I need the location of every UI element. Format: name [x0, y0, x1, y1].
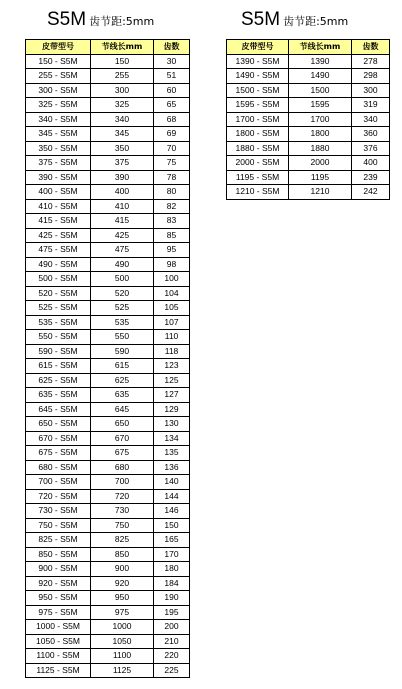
- table-row: [26, 272, 190, 287]
- table-row: [26, 518, 190, 533]
- cell-model: 520 - S5M: [26, 286, 91, 301]
- table-row: [26, 417, 190, 432]
- header-teeth: 齿数: [352, 40, 390, 55]
- header-row: [26, 40, 190, 55]
- cell-length: 1800: [289, 127, 352, 142]
- cell-length: 350: [91, 141, 154, 156]
- table-row: [26, 141, 190, 156]
- cell-length: 1050: [91, 634, 154, 649]
- cell-teeth: 95: [154, 243, 190, 258]
- cell-teeth: 150: [154, 518, 190, 533]
- cell-model: 590 - S5M: [26, 344, 91, 359]
- table-row: [26, 649, 190, 664]
- cell-model: 255 - S5M: [26, 69, 91, 84]
- cell-model: 1500 - S5M: [227, 83, 289, 98]
- cell-length: 590: [91, 344, 154, 359]
- cell-model: 680 - S5M: [26, 460, 91, 475]
- cell-teeth: 123: [154, 359, 190, 374]
- header-teeth: 齿数: [154, 40, 190, 55]
- table-row: [26, 127, 190, 142]
- cell-teeth: 30: [154, 54, 190, 69]
- table-row: [26, 83, 190, 98]
- cell-length: 325: [91, 98, 154, 113]
- table-row: [26, 301, 190, 316]
- cell-length: 680: [91, 460, 154, 475]
- cell-length: 520: [91, 286, 154, 301]
- cell-length: 700: [91, 475, 154, 490]
- cell-model: 850 - S5M: [26, 547, 91, 562]
- cell-model: 410 - S5M: [26, 199, 91, 214]
- cell-teeth: 144: [154, 489, 190, 504]
- table-row: [26, 634, 190, 649]
- cell-length: 1100: [91, 649, 154, 664]
- cell-model: 550 - S5M: [26, 330, 91, 345]
- cell-length: 345: [91, 127, 154, 142]
- table-row: [26, 591, 190, 606]
- table-row: [227, 69, 390, 84]
- cell-length: 2000: [289, 156, 352, 171]
- cell-model: 635 - S5M: [26, 388, 91, 403]
- cell-teeth: 134: [154, 431, 190, 446]
- table-row: [227, 156, 390, 171]
- cell-model: 900 - S5M: [26, 562, 91, 577]
- cell-model: 415 - S5M: [26, 214, 91, 229]
- cell-model: 400 - S5M: [26, 185, 91, 200]
- cell-model: 950 - S5M: [26, 591, 91, 606]
- table-row: [26, 315, 190, 330]
- cell-teeth: 195: [154, 605, 190, 620]
- cell-teeth: 98: [154, 257, 190, 272]
- cell-teeth: 360: [352, 127, 390, 142]
- cell-teeth: 82: [154, 199, 190, 214]
- cell-model: 300 - S5M: [26, 83, 91, 98]
- cell-length: 625: [91, 373, 154, 388]
- cell-model: 1210 - S5M: [227, 185, 289, 200]
- cell-length: 1210: [289, 185, 352, 200]
- cell-teeth: 210: [154, 634, 190, 649]
- cell-model: 425 - S5M: [26, 228, 91, 243]
- cell-length: 525: [91, 301, 154, 316]
- table-row: [227, 98, 390, 113]
- cell-teeth: 65: [154, 98, 190, 113]
- table-row: [26, 475, 190, 490]
- cell-teeth: 75: [154, 156, 190, 171]
- cell-model: 975 - S5M: [26, 605, 91, 620]
- table-row: [26, 388, 190, 403]
- cell-length: 1880: [289, 141, 352, 156]
- table-row: [227, 83, 390, 98]
- cell-model: 920 - S5M: [26, 576, 91, 591]
- header-row: [227, 40, 390, 55]
- cell-length: 550: [91, 330, 154, 345]
- table-row: [26, 185, 190, 200]
- cell-model: 625 - S5M: [26, 373, 91, 388]
- cell-teeth: 136: [154, 460, 190, 475]
- cell-length: 1700: [289, 112, 352, 127]
- table-row: [26, 286, 190, 301]
- table-row: [227, 127, 390, 142]
- cell-teeth: 118: [154, 344, 190, 359]
- table-row: [26, 373, 190, 388]
- cell-model: 615 - S5M: [26, 359, 91, 374]
- cell-teeth: 400: [352, 156, 390, 171]
- left-title-sub: 齿节距:5mm: [89, 15, 155, 28]
- cell-teeth: 165: [154, 533, 190, 548]
- cell-length: 675: [91, 446, 154, 461]
- cell-teeth: 60: [154, 83, 190, 98]
- table-row: [227, 185, 390, 200]
- cell-model: 1490 - S5M: [227, 69, 289, 84]
- cell-model: 525 - S5M: [26, 301, 91, 316]
- cell-length: 535: [91, 315, 154, 330]
- cell-teeth: 129: [154, 402, 190, 417]
- cell-model: 670 - S5M: [26, 431, 91, 446]
- cell-model: 730 - S5M: [26, 504, 91, 519]
- cell-length: 500: [91, 272, 154, 287]
- cell-model: 1595 - S5M: [227, 98, 289, 113]
- cell-length: 390: [91, 170, 154, 185]
- cell-teeth: 184: [154, 576, 190, 591]
- right-table-title: [241, 9, 348, 31]
- table-row: [227, 141, 390, 156]
- cell-teeth: 51: [154, 69, 190, 84]
- right-title-main: S5M: [241, 9, 281, 30]
- cell-length: 730: [91, 504, 154, 519]
- cell-length: 650: [91, 417, 154, 432]
- cell-length: 1125: [91, 663, 154, 678]
- cell-length: 750: [91, 518, 154, 533]
- cell-length: 490: [91, 257, 154, 272]
- cell-length: 615: [91, 359, 154, 374]
- table-row: [26, 620, 190, 635]
- cell-teeth: 127: [154, 388, 190, 403]
- cell-length: 425: [91, 228, 154, 243]
- cell-teeth: 319: [352, 98, 390, 113]
- table-row: [26, 431, 190, 446]
- table-row: [26, 243, 190, 258]
- table-row: [26, 228, 190, 243]
- table-row: [26, 460, 190, 475]
- left-belt-table: [25, 39, 190, 678]
- cell-teeth: 80: [154, 185, 190, 200]
- cell-teeth: 225: [154, 663, 190, 678]
- cell-teeth: 69: [154, 127, 190, 142]
- cell-teeth: 146: [154, 504, 190, 519]
- cell-model: 1390 - S5M: [227, 54, 289, 69]
- table-row: [26, 489, 190, 504]
- cell-teeth: 180: [154, 562, 190, 577]
- cell-length: 410: [91, 199, 154, 214]
- cell-teeth: 83: [154, 214, 190, 229]
- cell-teeth: 220: [154, 649, 190, 664]
- cell-length: 900: [91, 562, 154, 577]
- cell-teeth: 125: [154, 373, 190, 388]
- table-row: [26, 446, 190, 461]
- cell-teeth: 190: [154, 591, 190, 606]
- cell-teeth: 200: [154, 620, 190, 635]
- cell-model: 700 - S5M: [26, 475, 91, 490]
- cell-teeth: 68: [154, 112, 190, 127]
- cell-teeth: 130: [154, 417, 190, 432]
- cell-teeth: 110: [154, 330, 190, 345]
- table-row: [26, 98, 190, 113]
- cell-teeth: 85: [154, 228, 190, 243]
- cell-model: 825 - S5M: [26, 533, 91, 548]
- header-model: 皮带型号: [227, 40, 289, 55]
- cell-length: 375: [91, 156, 154, 171]
- table-row: [26, 257, 190, 272]
- left-title-main: S5M: [47, 9, 87, 30]
- table-row: [26, 170, 190, 185]
- table-row: [26, 562, 190, 577]
- cell-teeth: 170: [154, 547, 190, 562]
- cell-length: 400: [91, 185, 154, 200]
- cell-model: 325 - S5M: [26, 98, 91, 113]
- cell-length: 920: [91, 576, 154, 591]
- table-row: [26, 504, 190, 519]
- cell-teeth: 104: [154, 286, 190, 301]
- cell-model: 390 - S5M: [26, 170, 91, 185]
- table-row: [227, 112, 390, 127]
- right-title-sub: 齿节距:5mm: [283, 15, 349, 28]
- cell-length: 825: [91, 533, 154, 548]
- table-row: [26, 330, 190, 345]
- cell-model: 1195 - S5M: [227, 170, 289, 185]
- cell-length: 1195: [289, 170, 352, 185]
- table-row: [26, 156, 190, 171]
- cell-length: 975: [91, 605, 154, 620]
- cell-length: 635: [91, 388, 154, 403]
- cell-teeth: 298: [352, 69, 390, 84]
- cell-teeth: 340: [352, 112, 390, 127]
- cell-model: 750 - S5M: [26, 518, 91, 533]
- cell-teeth: 376: [352, 141, 390, 156]
- cell-model: 1800 - S5M: [227, 127, 289, 142]
- cell-length: 415: [91, 214, 154, 229]
- cell-model: 2000 - S5M: [227, 156, 289, 171]
- cell-model: 375 - S5M: [26, 156, 91, 171]
- cell-teeth: 278: [352, 54, 390, 69]
- cell-model: 150 - S5M: [26, 54, 91, 69]
- table-row: [26, 54, 190, 69]
- cell-model: 500 - S5M: [26, 272, 91, 287]
- cell-model: 1700 - S5M: [227, 112, 289, 127]
- cell-length: 850: [91, 547, 154, 562]
- cell-length: 1390: [289, 54, 352, 69]
- cell-model: 1125 - S5M: [26, 663, 91, 678]
- cell-teeth: 70: [154, 141, 190, 156]
- cell-model: 1880 - S5M: [227, 141, 289, 156]
- table-row: [26, 214, 190, 229]
- cell-length: 1595: [289, 98, 352, 113]
- cell-teeth: 239: [352, 170, 390, 185]
- cell-model: 1050 - S5M: [26, 634, 91, 649]
- cell-model: 720 - S5M: [26, 489, 91, 504]
- table-row: [227, 54, 390, 69]
- header-length: 节线长mm: [91, 40, 154, 55]
- table-row: [26, 663, 190, 678]
- cell-teeth: 105: [154, 301, 190, 316]
- table-row: [26, 359, 190, 374]
- cell-model: 350 - S5M: [26, 141, 91, 156]
- left-table-title: [47, 9, 154, 31]
- cell-teeth: 107: [154, 315, 190, 330]
- cell-length: 150: [91, 54, 154, 69]
- table-row: [26, 547, 190, 562]
- cell-model: 345 - S5M: [26, 127, 91, 142]
- cell-model: 1000 - S5M: [26, 620, 91, 635]
- cell-model: 1100 - S5M: [26, 649, 91, 664]
- cell-teeth: 100: [154, 272, 190, 287]
- header-length: 节线长mm: [289, 40, 352, 55]
- cell-model: 645 - S5M: [26, 402, 91, 417]
- cell-length: 1000: [91, 620, 154, 635]
- cell-teeth: 78: [154, 170, 190, 185]
- table-row: [26, 69, 190, 84]
- cell-length: 645: [91, 402, 154, 417]
- cell-length: 255: [91, 69, 154, 84]
- cell-length: 720: [91, 489, 154, 504]
- table-row: [26, 533, 190, 548]
- cell-teeth: 242: [352, 185, 390, 200]
- table-row: [26, 112, 190, 127]
- cell-model: 675 - S5M: [26, 446, 91, 461]
- cell-model: 535 - S5M: [26, 315, 91, 330]
- table-row: [26, 576, 190, 591]
- cell-length: 1500: [289, 83, 352, 98]
- table-row: [26, 199, 190, 214]
- cell-length: 340: [91, 112, 154, 127]
- cell-teeth: 140: [154, 475, 190, 490]
- cell-model: 475 - S5M: [26, 243, 91, 258]
- table-row: [26, 344, 190, 359]
- cell-model: 340 - S5M: [26, 112, 91, 127]
- cell-model: 650 - S5M: [26, 417, 91, 432]
- cell-teeth: 135: [154, 446, 190, 461]
- table-row: [227, 170, 390, 185]
- cell-length: 300: [91, 83, 154, 98]
- right-belt-table: [226, 39, 390, 200]
- cell-model: 490 - S5M: [26, 257, 91, 272]
- cell-length: 950: [91, 591, 154, 606]
- table-row: [26, 402, 190, 417]
- cell-length: 475: [91, 243, 154, 258]
- cell-teeth: 300: [352, 83, 390, 98]
- cell-length: 670: [91, 431, 154, 446]
- table-row: [26, 605, 190, 620]
- header-model: 皮带型号: [26, 40, 91, 55]
- cell-length: 1490: [289, 69, 352, 84]
